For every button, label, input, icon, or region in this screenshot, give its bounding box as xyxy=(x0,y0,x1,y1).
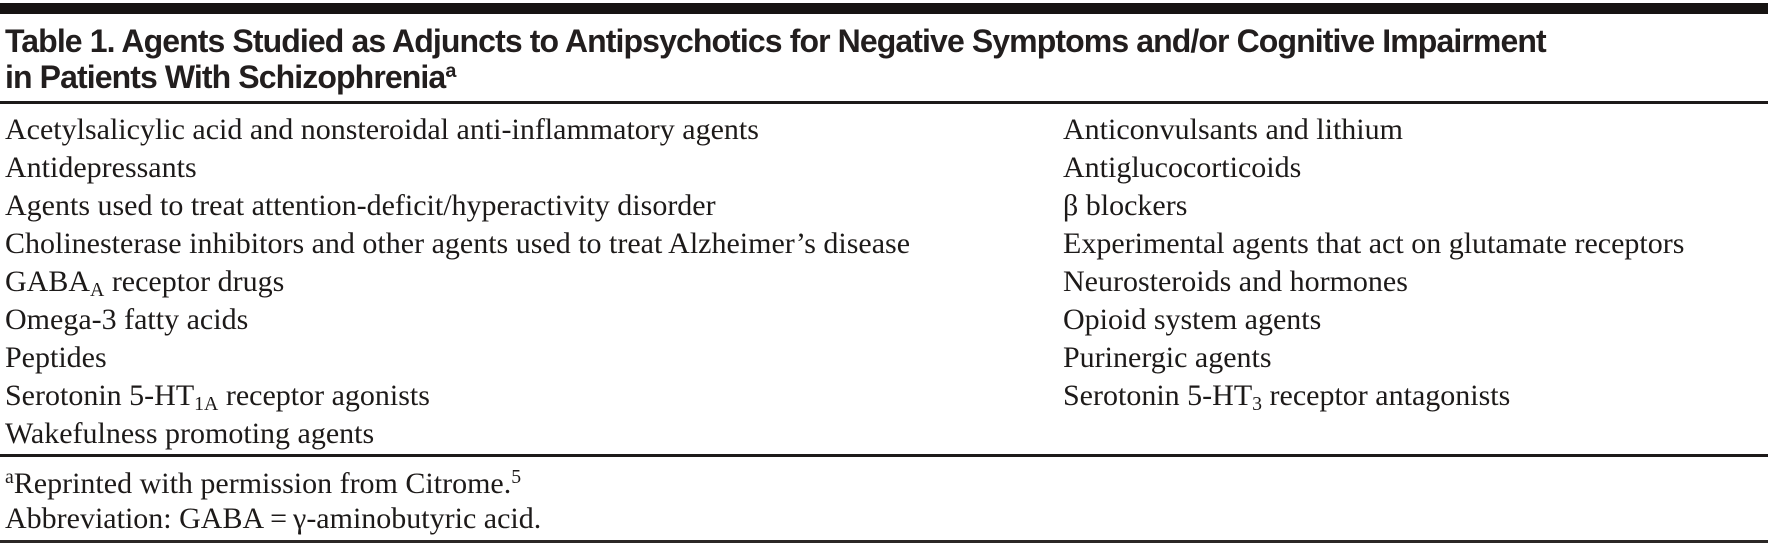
table-row: Antiglucocorticoids xyxy=(1063,151,1302,184)
table-row: Serotonin $5-HT_{1A}$ receptor agonists xyxy=(5,379,430,415)
table-row: Serotonin $5-HT_3$ receptor antagonists xyxy=(1063,379,1511,415)
table-body xyxy=(0,104,1768,454)
table-title-line2: in Patients With Schizophrenia$^a$ xyxy=(5,59,457,95)
table-row: Anticonvulsants and lithium xyxy=(1063,113,1403,146)
table-row: Omega-3 fatty acids xyxy=(5,303,249,336)
footnote-line: $^a$Reprinted with permission from Citrome.$^5$ xyxy=(5,466,522,500)
table-title xyxy=(0,14,1768,95)
table-title-line1: Table 1. Agents Studied as Adjuncts to Antipsychotics for Negative Symptoms and/or Cognitive Impairment xyxy=(5,23,1546,59)
table-row: Wakefulness promoting agents xyxy=(5,417,375,450)
table-row: Experimental agents that act on glutamate receptors xyxy=(1063,227,1685,260)
table-bottom-rule xyxy=(0,540,1768,543)
table-top-rule xyxy=(0,3,1768,14)
table-row: Purinergic agents xyxy=(1063,341,1272,374)
table-row: Antidepressants xyxy=(5,151,197,184)
table-row: Acetylsalicylic acid and nonsteroidal anti-inflammatory agents xyxy=(5,113,759,146)
table-row: Agents used to treat attention-deficit/hyperactivity disorder xyxy=(5,189,716,222)
footnote-line: Abbreviation: GABA = γ-aminobutyric acid. xyxy=(5,502,542,535)
table-row: Neurosteroids and hormones xyxy=(1063,265,1408,298)
table-row: $GABA_A$ receptor drugs xyxy=(5,265,285,301)
table-column-right xyxy=(1063,111,1768,415)
table-row: Opioid system agents xyxy=(1063,303,1322,336)
table-row: Peptides xyxy=(5,341,107,374)
table-row: β blockers xyxy=(1063,189,1188,222)
table-column-left xyxy=(5,111,1063,453)
table-row: Cholinesterase inhibitors and other agents used to treat Alzheimer’s disease xyxy=(5,227,911,260)
table-footnotes xyxy=(0,457,1768,540)
